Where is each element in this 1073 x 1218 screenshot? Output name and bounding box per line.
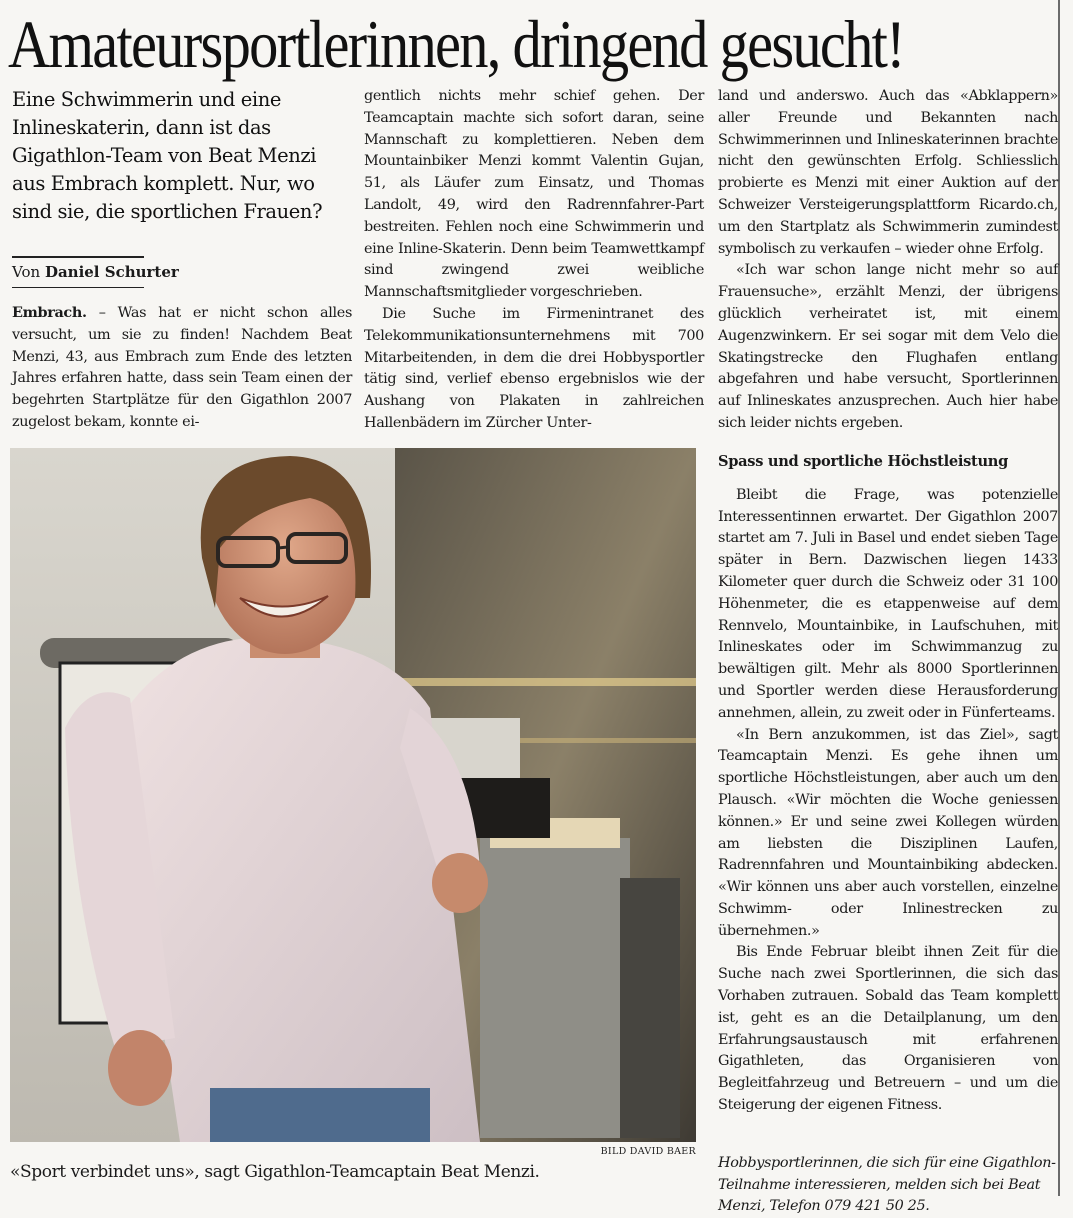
col3-paragraph-1: land und anderswo. Auch das «Abklappern» aller Freunde und Bekannten nach Schwimmerinnen und Inlineskaterinnen brachte nicht den gewünschten Erfolg. Schliesslich probierte es Menzi mit einer Auktion auf der Schweizer Versteigerungsplattform Ricardo.ch, um den Startplatz als Schwimmerin zumindest symbolisch zu verkaufen – wieder ohne Erfolg. <box>718 88 1058 257</box>
byline-rule-bottom <box>12 287 144 288</box>
right-fist <box>432 853 488 913</box>
col3-paragraph-5: Bis Ende Februar bleibt ihnen Zeit für die Suche nach zwei Sportlerinnen, die sich das Vorhaben zutrauen. Sobald das Team komplett ist, geht es an die Detailplanung, um den Erfahrungsaustausch mit erfahrenen Gigathleten, das Organisieren von Begleitfahrzeug und Betreuern – und um die Steigerung der eigenen Fitness. <box>718 944 1058 1114</box>
article-photo <box>10 448 696 1142</box>
lead-paragraph: Eine Schwimmerin und eine Inlineskaterin, dann ist das Gigathlon-Team von Beat Menzi aus Embrach komplett. Nur, wo sind sie, die sportlichen Frauen? <box>12 88 323 223</box>
dateline: Embrach. <box>12 304 87 321</box>
column-1 <box>12 302 352 434</box>
contact-note: Hobbysportlerinnen, die sich für eine Gigathlon-Teilnahme interessieren, melden sich bei Beat Menzi, Telefon 079 421 50 25. <box>718 1154 1056 1215</box>
photo-caption: «Sport verbindet uns», sagt Gigathlon-Teamcaptain Beat Menzi. <box>10 1162 540 1182</box>
column-rule-right <box>1058 0 1060 1196</box>
byline <box>12 262 179 282</box>
col2-paragraph-1: gentlich nichts mehr schief gehen. Der Teamcaptain machte sich sofort daran, seine Mannschaft zu komplettieren. Neben dem Mountainbiker Menzi kommt Valentin Gujan, 51, als Läufer zum Einsatz, und Thomas Landolt, 49, wird den Radrennfahrer-Part bestreiten. Fehlen noch eine Schwimmerin und eine Inline-Skaterin. Denn beim Teamwettkampf sind zwingend zwei weibliche Mannschaftsmitglieder vorgeschrieben. <box>364 88 704 301</box>
headline: Amateursportlerinnen, dringend gesucht! <box>8 6 904 82</box>
left-hand <box>108 1030 172 1106</box>
col3-paragraph-4: «In Bern anzukommen, ist das Ziel», sagt Teamcaptain Menzi. Es gehe ihnen um sportliche Höchstleistungen, aber auch um den Plausch. «Wir möchten die Woche geniessen können.» Er und seine zwei Kollegen würden am liebsten die Disziplinen Laufen, Radrennfahren und Mountainbiking abdecken. «Wir können uns aber auch vorstellen, einzelne Schwimm- oder Inlinestrecken zu übernehmen.» <box>718 726 1058 939</box>
col2-paragraph-2: Die Suche im Firmenintranet des Telekommunikationsunternehmens mit 700 Mitarbeitenden, in dem die drei Hobbysportler tätig sind, verlief ebenso ergebnislos wie der Aushang von Plakaten in zahlreichen Hallenbädern im Zürcher Unter- <box>364 305 704 431</box>
col1-text: – Was hat er nicht schon alles versucht, um sie zu finden! Nachdem Beat Menzi, 43, aus Embrach zum Ende des letzten Jahres erfahren hatte, dass sein Team einen der begehrten Startplätze für den Gigathlon 2007 zugelost bekam, konnte ei- <box>12 305 352 430</box>
photo-illustration <box>10 448 696 1142</box>
byline-prefix: Von <box>12 263 41 281</box>
shirt <box>118 637 480 1142</box>
jeans <box>210 1088 430 1142</box>
byline-rule-top <box>12 256 144 258</box>
photo-credit: BILD DAVID BAER <box>600 1146 696 1157</box>
subheading: Spass und sportliche Höchstleistung <box>718 452 1008 470</box>
col1-paragraph <box>12 302 352 434</box>
col3-paragraph-3: Bleibt die Frage, was potenzielle Interessentinnen erwartet. Der Gigathlon 2007 startet am 7. Juli in Basel und endet sieben Tage später in Bern. Dazwischen liegen 1433 Kilometer quer durch die Schweiz oder 31 100 Höhenmeter, die es etappenweise auf dem Rennvelo, Mountainbike, in Laufschuhen, mit Inlineskates oder im Schwimmanzug zu bewältigen gilt. Mehr als 8000 Sportlerinnen und Sportler werden diese Herausforderung annehmen, allein, zu zweit oder in Fünferteams. <box>718 486 1058 721</box>
column-2 <box>364 86 704 435</box>
byline-author: Daniel Schurter <box>44 263 179 281</box>
column-3 <box>718 86 1058 1218</box>
col3-paragraph-2: «Ich war schon lange nicht mehr so auf Frauensuche», erzählt Menzi, der übrigens glücklich verheiratet ist, mit einem Augenzwinkern. Er sei sogar mit dem Velo die Skatingstrecke den Flughafen entlang abgefahren und habe versucht, Sportlerinnen auf Inlineskates anzusprechen. Auch hier habe sich leider nichts ergeben. <box>718 262 1058 431</box>
